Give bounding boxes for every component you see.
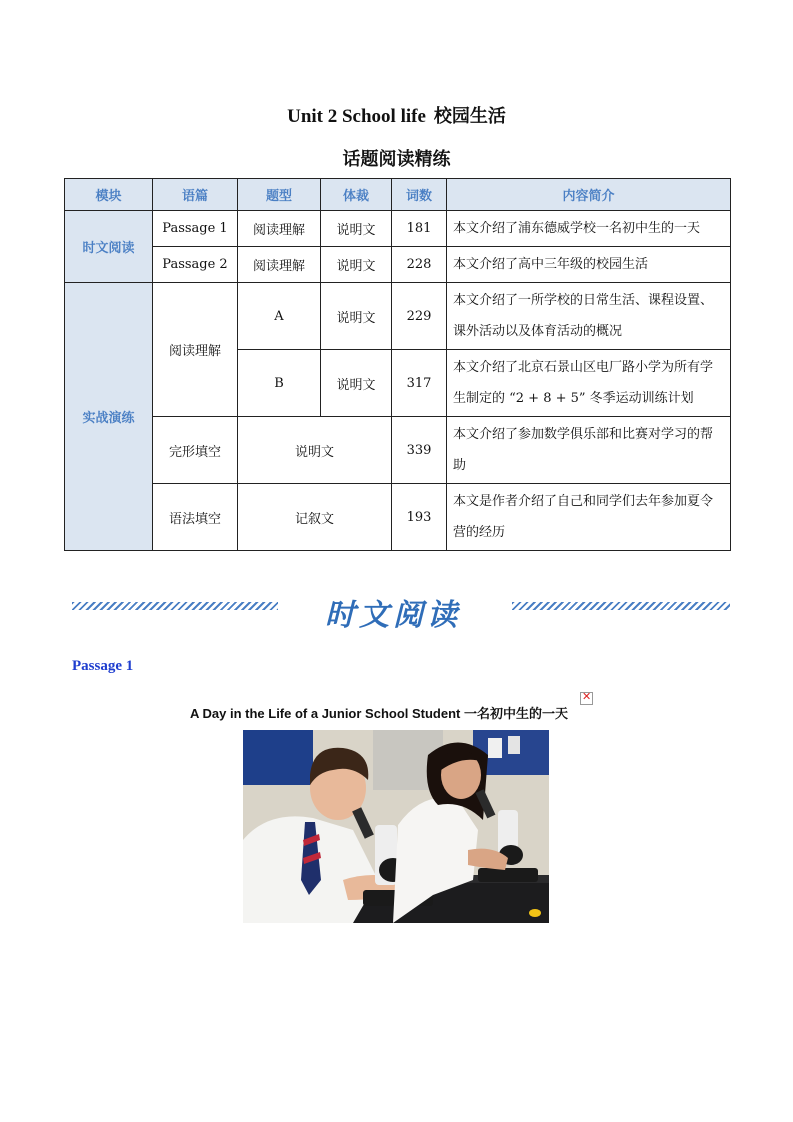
banner-stripe-right (512, 602, 730, 610)
overview-table (64, 178, 731, 551)
title-chinese: 校园生活 (433, 106, 506, 127)
table-row (65, 283, 731, 350)
header-genre: 体裁 (321, 179, 392, 211)
words-cell: 193 (392, 484, 447, 551)
header-intro: 内容简介 (447, 179, 731, 211)
intro-cell: 本文介绍了参加数学俱乐部和比赛对学习的帮助 (447, 417, 731, 484)
type-cell: 阅读理解 (238, 211, 321, 247)
passage-title-english: A Day in the Life of a Junior School Student (190, 706, 461, 721)
words-cell: 181 (392, 211, 447, 247)
type-cell: A (238, 283, 321, 350)
document-title (0, 102, 793, 128)
words-cell: 229 (392, 283, 447, 350)
table-row (65, 247, 731, 283)
words-cell: 317 (392, 350, 447, 417)
genre-cell: 说明文 (238, 417, 392, 484)
table-row (65, 417, 731, 484)
passage-cell: Passage 1 (153, 211, 238, 247)
broken-image-icon (580, 692, 593, 705)
students-microscope-photo (243, 730, 549, 923)
genre-cell: 说明文 (321, 247, 392, 283)
genre-cell: 说明文 (321, 350, 392, 417)
intro-cell: 本文介绍了浦东德威学校一名初中生的一天 (447, 211, 731, 247)
table-row (65, 211, 731, 247)
table-row (65, 484, 731, 551)
module-cell-current: 时文阅读 (65, 211, 153, 283)
table-header-row (65, 179, 731, 211)
header-module: 模块 (65, 179, 153, 211)
passage-cell: Passage 2 (153, 247, 238, 283)
intro-cell: 本文介绍了北京石景山区电厂路小学为所有学生制定的 “2 + 8 + 5” 冬季运动训练计划 (447, 350, 731, 417)
header-passage: 语篇 (153, 179, 238, 211)
title-english: Unit 2 School life (287, 106, 426, 127)
intro-cell: 本文介绍了高中三年级的校园生活 (447, 247, 731, 283)
photo-illustration (243, 730, 549, 923)
passage-title (190, 703, 568, 722)
module-cell-practice: 实战演练 (65, 283, 153, 551)
section-heading: 时文阅读 (325, 598, 461, 633)
type-cell: B (238, 350, 321, 417)
section-banner (72, 590, 730, 633)
document-subtitle: 话题阅读精练 (342, 149, 451, 170)
banner-stripe-left (72, 602, 278, 610)
type-cell: 阅读理解 (238, 247, 321, 283)
words-cell: 339 (392, 417, 447, 484)
header-type: 题型 (238, 179, 321, 211)
header-words: 词数 (392, 179, 447, 211)
genre-cell: 记叙文 (238, 484, 392, 551)
passage-cell: 完形填空 (153, 417, 238, 484)
passage-cell: 语法填空 (153, 484, 238, 551)
passage-label: Passage 1 (72, 658, 134, 674)
words-cell: 228 (392, 247, 447, 283)
genre-cell: 说明文 (321, 211, 392, 247)
passage-title-chinese: 一名初中生的一天 (464, 707, 569, 722)
intro-cell: 本文介绍了一所学校的日常生活、课程设置、课外活动以及体育活动的概况 (447, 283, 731, 350)
passage-cell: 阅读理解 (153, 283, 238, 417)
intro-cell: 本文是作者介绍了自己和同学们去年参加夏令营的经历 (447, 484, 731, 551)
genre-cell: 说明文 (321, 283, 392, 350)
